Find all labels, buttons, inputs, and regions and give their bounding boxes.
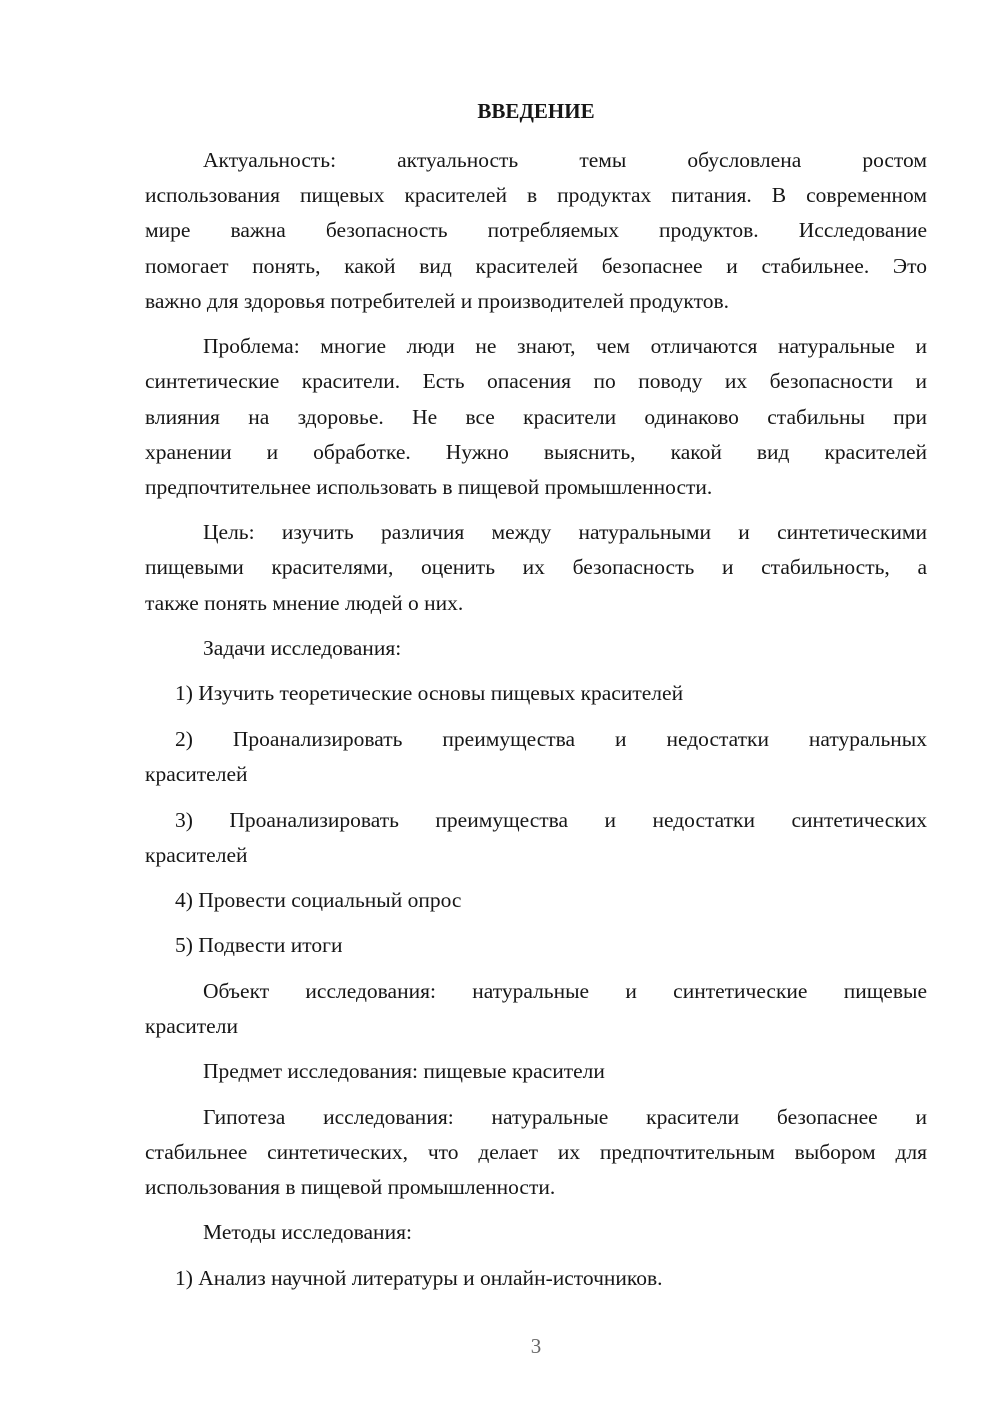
task-item-5: 5) Подвести итоги — [175, 933, 343, 957]
relevance-line-3: мире важна безопасность потребляемых продуктов. Исследование — [145, 218, 927, 242]
method-item-1: 1) Анализ научной литературы и онлайн-источников. — [175, 1266, 663, 1290]
goal-line-3: также понять мнение людей о них. — [145, 591, 464, 615]
problem-line-4: хранении и обработке. Нужно выяснить, какой вид красителей — [145, 440, 927, 464]
hypothesis-line-1: Гипотеза исследования: натуральные красители безопаснее и — [203, 1105, 927, 1129]
methods-title: Методы исследования: — [203, 1220, 412, 1244]
task-item-3-line-1: 3) Проанализировать преимущества и недостатки синтетических — [175, 808, 927, 832]
task-item-1: 1) Изучить теоретические основы пищевых красителей — [175, 681, 684, 705]
task-item-2-line-1: 2) Проанализировать преимущества и недостатки натуральных — [175, 727, 927, 751]
subject-paragraph: Предмет исследования: пищевые красители — [203, 1059, 605, 1083]
problem-line-3: влияния на здоровье. Не все красители одинаково стабильны при — [145, 405, 927, 429]
hypothesis-line-3: использования в пищевой промышленности. — [145, 1175, 556, 1199]
problem-line-1: Проблема: многие люди не знают, чем отличаются натуральные и — [203, 334, 927, 358]
goal-line-1: Цель: изучить различия между натуральными и синтетическими — [203, 520, 927, 544]
relevance-line-1: Актуальность: актуальность темы обусловлена ростом — [203, 148, 927, 172]
relevance-line-5: важно для здоровья потребителей и производителей продуктов. — [145, 289, 729, 313]
relevance-line-2: использования пищевых красителей в продуктах питания. В современном — [145, 183, 927, 207]
page-number: 3 — [530, 1334, 542, 1358]
task-item-3-line-2: красителей — [145, 843, 248, 867]
problem-line-2: синтетические красители. Есть опасения по поводу их безопасности и — [145, 369, 927, 393]
goal-line-2: пищевыми красителями, оценить их безопасность и стабильность, а — [145, 555, 927, 579]
task-item-2-line-2: красителей — [145, 762, 248, 786]
page-heading: ВВЕДЕНИЕ — [477, 99, 595, 123]
relevance-line-4: помогает понять, какой вид красителей безопаснее и стабильнее. Это — [145, 254, 927, 278]
problem-line-5: предпочтительнее использовать в пищевой промышленности. — [145, 475, 713, 499]
tasks-title: Задачи исследования: — [203, 636, 402, 660]
task-item-4: 4) Провести социальный опрос — [175, 888, 462, 912]
object-line-1: Объект исследования: натуральные и синтетические пищевые — [203, 979, 927, 1003]
hypothesis-line-2: стабильнее синтетических, что делает их предпочтительным выбором для — [145, 1140, 927, 1164]
object-line-2: красители — [145, 1014, 238, 1038]
